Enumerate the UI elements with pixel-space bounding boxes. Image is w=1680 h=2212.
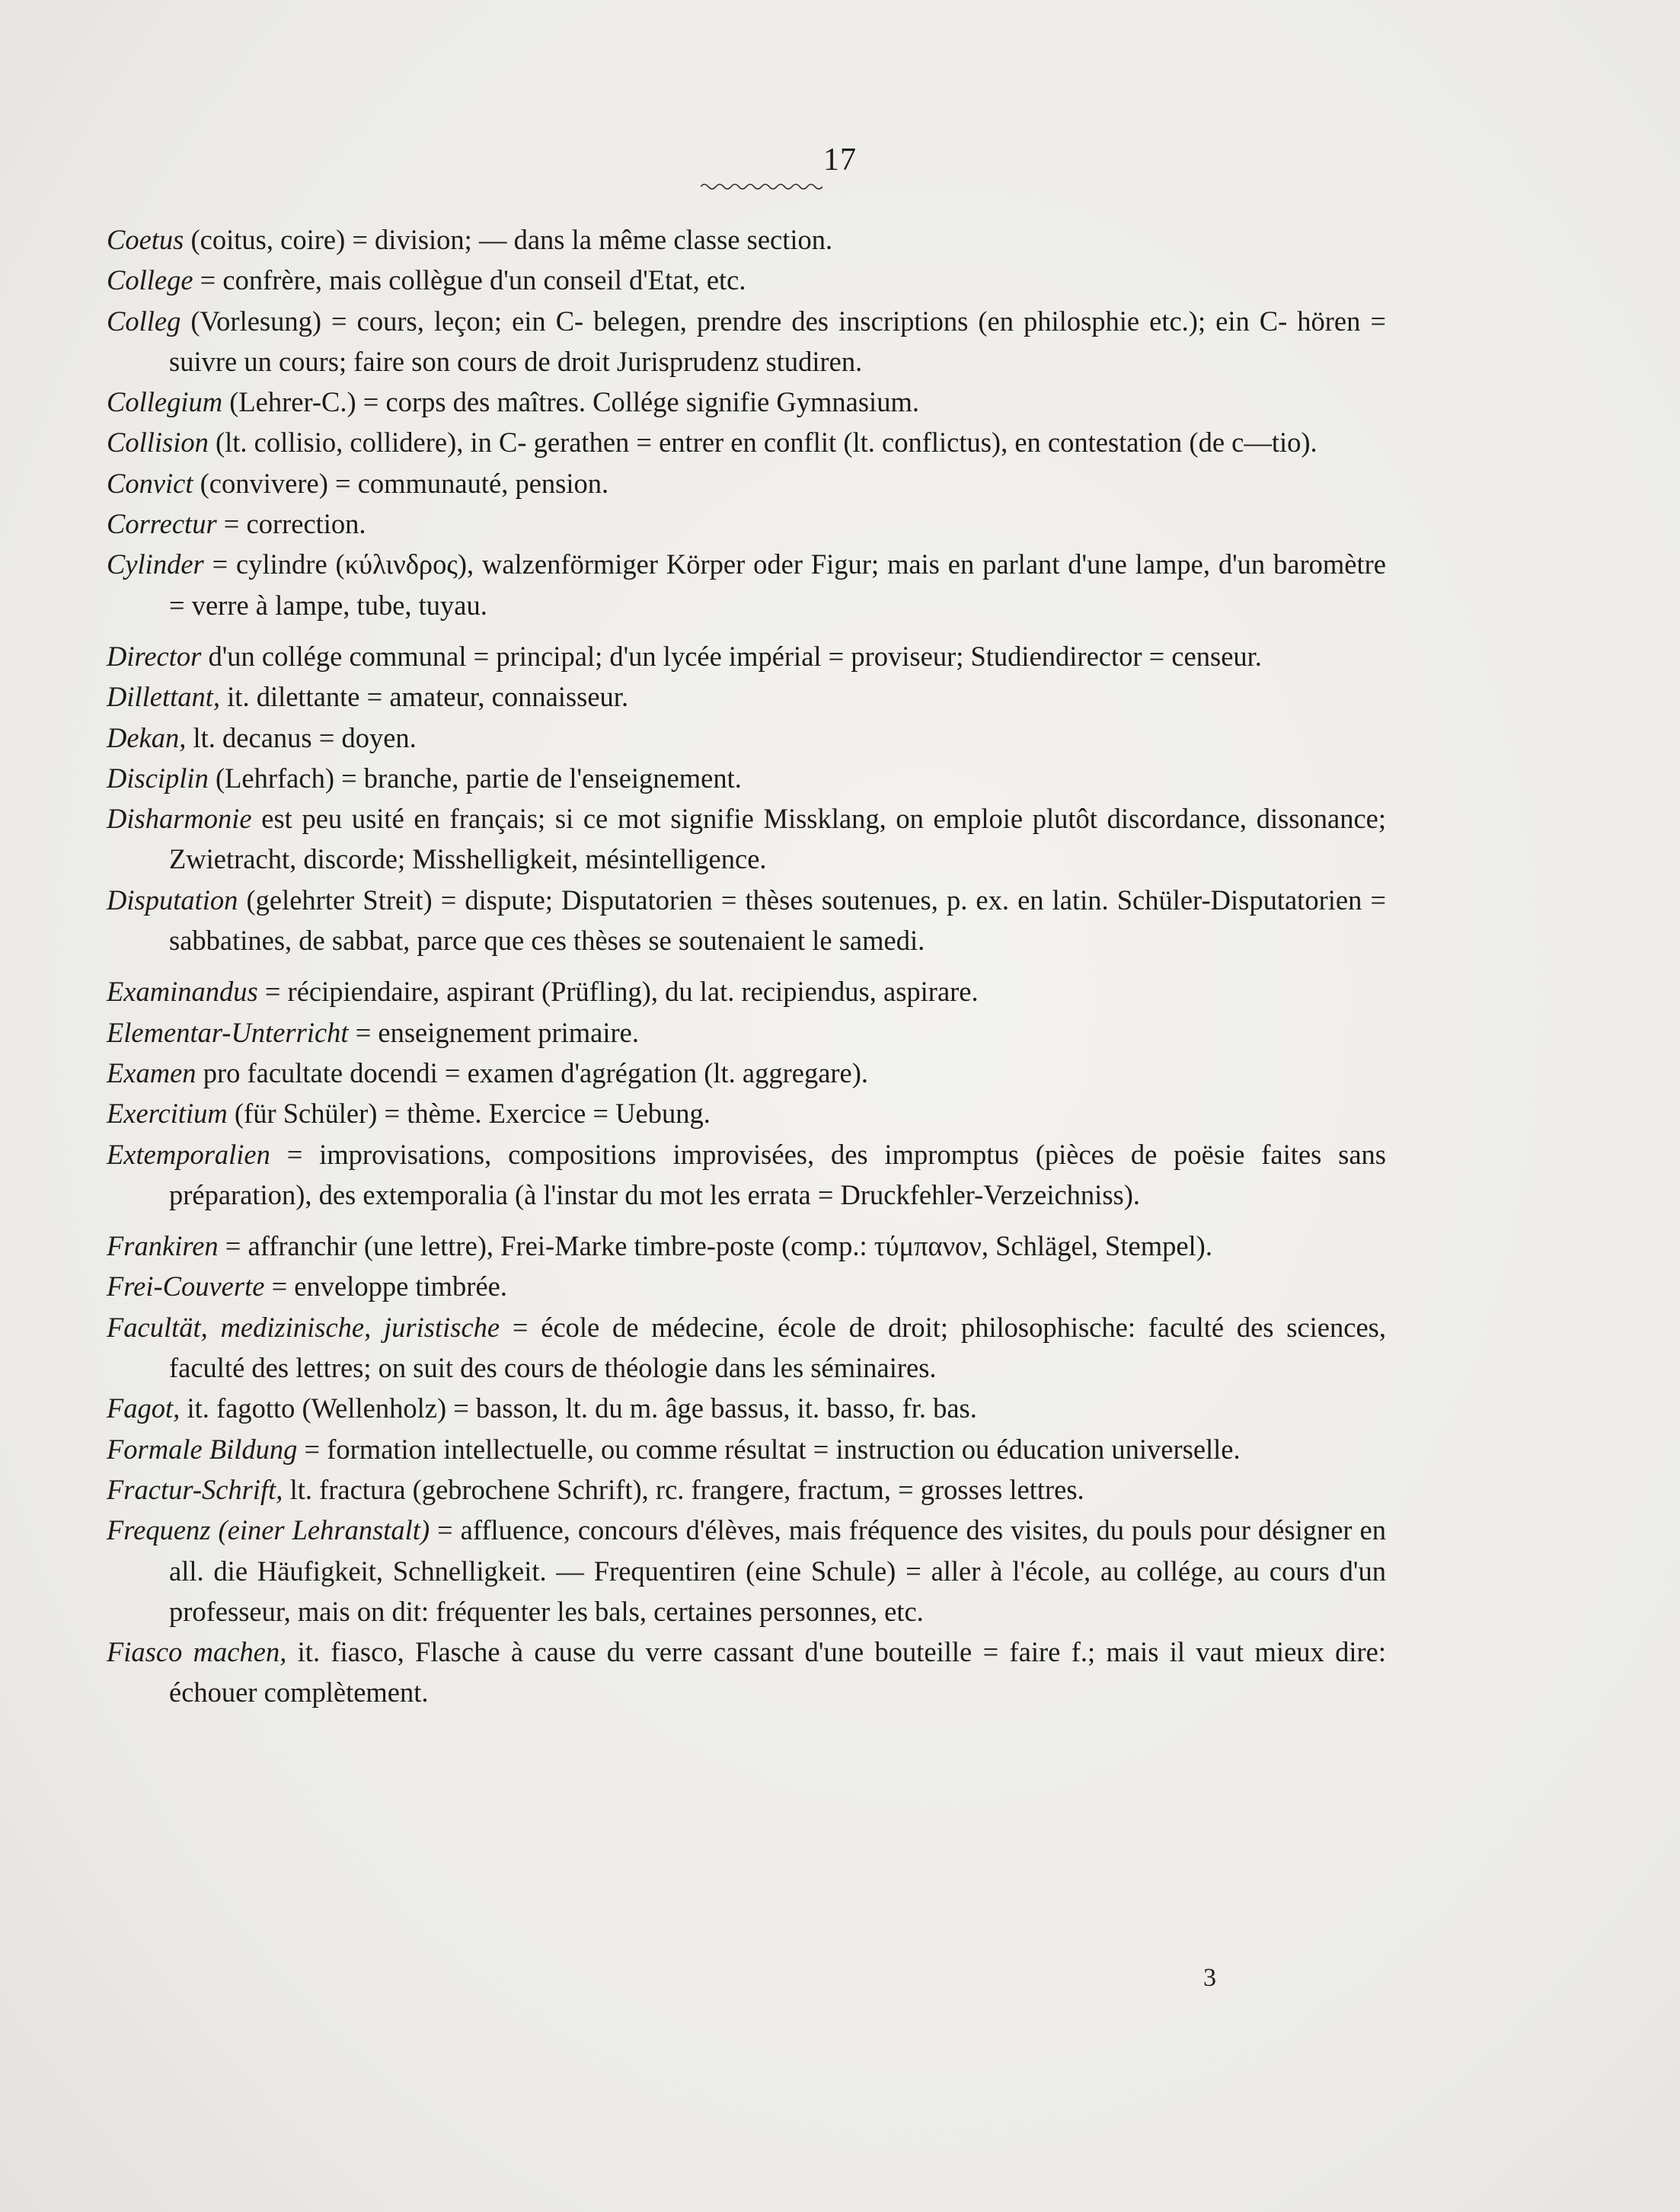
- dictionary-entry: [107, 758, 1386, 798]
- entry-headword: Exercitium: [107, 1098, 228, 1130]
- dictionary-entry: [107, 971, 1386, 1012]
- dictionary-entry: [107, 1093, 1386, 1133]
- entry-gap: [107, 1215, 1386, 1226]
- entry-headword: Disciplin: [107, 762, 209, 794]
- entry-headword: Director: [107, 640, 202, 672]
- entry-definition: it. fiasco, Flasche à cause du verre cassant d'une bouteille = faire f.; mais il vaut mieux dire: échouer complètement.: [169, 1636, 1386, 1709]
- dictionary-entry: [107, 260, 1386, 300]
- dictionary-entry: [107, 301, 1386, 382]
- dictionary-entries: [107, 219, 1386, 1713]
- entry-definition: lt. decanus = doyen.: [186, 721, 417, 753]
- entry-definition: (für Schüler) = thème. Exercice = Uebung.: [227, 1098, 711, 1130]
- dictionary-entry: [107, 880, 1386, 961]
- entry-definition: = école de médecine, école de droit; philosophische: faculté des sciences, faculté des lettres; on suit des cours de théologie dans les séminaires.: [169, 1311, 1386, 1384]
- entry-headword: Frei-Couverte: [107, 1271, 265, 1303]
- entry-headword: Colleg: [107, 305, 181, 337]
- entry-definition: = récipiendaire, aspirant (Prüfling), du lat. recipiendus, aspirare.: [257, 976, 979, 1008]
- dictionary-entry: [107, 422, 1386, 462]
- dictionary-entry: [107, 1469, 1386, 1510]
- entry-definition: = enveloppe timbrée.: [264, 1271, 507, 1303]
- entry-definition: (coitus, coire) = division; — dans la même classe section.: [184, 224, 833, 255]
- entry-definition: lt. fractura (gebrochene Schrift), rc. frangere, fractum, = grosses lettres.: [283, 1473, 1084, 1505]
- entry-definition: = cylindre (κύλινδρος), walzenförmiger Körper oder Figur; mais en parlant d'une lampe, d'un baromètre = verre à lampe, tube, tuyau.: [169, 548, 1386, 621]
- dictionary-entry: [107, 636, 1386, 676]
- entry-definition: = affluence, concours d'élèves, mais fréquence des visites, du pouls pour désigner en all. die Häufigkeit, Schnelligkeit. — Frequentiren (eine Schule) = aller à l'école, au collége, au cours d'un professeur, mais on dit: fréquenter les bals, certaines personnes, etc.: [169, 1514, 1387, 1627]
- entry-headword: Fiasco machen,: [107, 1636, 287, 1668]
- entry-headword: Extemporalien: [107, 1138, 270, 1170]
- dictionary-entry: [107, 463, 1386, 503]
- entry-headword: Dillettant,: [107, 681, 221, 713]
- page-number: 17: [823, 142, 857, 177]
- dictionary-entry: [107, 382, 1386, 422]
- entry-headword: Collision: [107, 427, 209, 459]
- entry-headword: College: [107, 264, 193, 296]
- entry-definition: = affranchir (une lettre), Frei-Marke timbre-poste (comp.: τύμπανον, Schlägel, Stempel).: [218, 1230, 1212, 1262]
- dictionary-entry: [107, 1632, 1386, 1713]
- entry-definition: it. fagotto (Wellenholz) = basson, lt. du m. âge bassus, it. basso, fr. bas.: [180, 1392, 977, 1424]
- dictionary-entry: [107, 798, 1386, 880]
- dictionary-entry: [107, 1429, 1386, 1469]
- entry-definition: = formation intellectuelle, ou comme résultat = instruction ou éducation universelle.: [297, 1433, 1241, 1465]
- entry-headword: Elementar-Unterricht: [107, 1016, 349, 1048]
- entry-headword: Disharmonie: [107, 803, 252, 835]
- entry-headword: Cylinder: [107, 548, 204, 580]
- entry-headword: Formale Bildung: [107, 1433, 298, 1465]
- entry-definition: (Lehrer-C.) = corps des maîtres. Collége signifie Gymnasium.: [222, 386, 919, 418]
- entry-definition: d'un collége communal = principal; d'un lycée impérial = proviseur; Studiendirector = censeur.: [201, 640, 1262, 672]
- dictionary-entry: [107, 1266, 1386, 1306]
- entry-headword: Convict: [107, 467, 193, 499]
- dictionary-entry: [107, 503, 1386, 544]
- entry-headword: Frankiren: [107, 1230, 219, 1262]
- dictionary-entry: [107, 1053, 1386, 1093]
- entry-definition: (gelehrter Streit) = dispute; Disputatorien = thèses soutenues, p. ex. en latin. Schüler-Disputatorien = sabbatines, de sabbat, parce que ces thèses se soutenaient le samedi.: [169, 884, 1386, 957]
- entry-headword: Facultät, medizinische, juristische: [107, 1311, 500, 1343]
- dictionary-entry: [107, 1134, 1386, 1216]
- entry-definition: est peu usité en français; si ce mot signifie Missklang, on emploie plutôt discordance, dissonance; Zwietracht, discorde; Misshelligkeit, mésintelligence.: [169, 803, 1386, 875]
- entry-headword: Fagot,: [107, 1392, 180, 1424]
- entry-definition: (lt. collisio, collidere), in C- gerathen = entrer en conflit (lt. conflictus), en contestation (de c—tio).: [208, 427, 1317, 459]
- entry-definition: = confrère, mais collègue d'un conseil d'Etat, etc.: [193, 264, 746, 296]
- dictionary-entry: [107, 718, 1386, 758]
- dictionary-entry: [107, 676, 1386, 717]
- entry-headword: Coetus: [107, 224, 184, 255]
- entry-headword: Fractur-Schrift,: [107, 1473, 283, 1505]
- entry-gap: [107, 961, 1386, 971]
- entry-gap: [107, 625, 1386, 636]
- dictionary-entry: [107, 219, 1386, 260]
- entry-definition: it. dilettante = amateur, connaisseur.: [220, 681, 629, 713]
- entry-definition: (Lehrfach) = branche, partie de l'enseignement.: [208, 762, 742, 794]
- entry-headword: Examinandus: [107, 976, 258, 1008]
- entry-headword: Examen: [107, 1056, 196, 1088]
- dictionary-entry: [107, 1388, 1386, 1428]
- ornament-divider: [701, 181, 822, 192]
- signature-mark: 3: [1203, 1964, 1216, 1992]
- entry-headword: Collegium: [107, 386, 223, 418]
- dictionary-entry: [107, 544, 1386, 625]
- entry-definition: pro facultate docendi = examen d'agrégation (lt. aggregare).: [196, 1056, 869, 1088]
- entry-headword: Correctur: [107, 508, 217, 540]
- entry-definition: (Vorlesung) = cours, leçon; ein C- belegen, prendre des inscriptions (en philosphie etc.); ein C- hören = suivre un cours; faire son cours de droit Jurisprudenz studiren.: [169, 305, 1386, 377]
- dictionary-entry: [107, 1012, 1386, 1053]
- dictionary-entry: [107, 1226, 1386, 1266]
- dictionary-entry: [107, 1510, 1386, 1632]
- entry-headword: Disputation: [107, 884, 238, 916]
- entry-headword: Frequenz (einer Lehranstalt): [107, 1514, 430, 1546]
- entry-headword: Dekan,: [107, 721, 187, 753]
- entry-definition: = enseignement primaire.: [348, 1016, 639, 1048]
- entry-definition: (convivere) = communauté, pension.: [193, 467, 609, 499]
- dictionary-entry: [107, 1307, 1386, 1389]
- entry-definition: = correction.: [216, 508, 366, 540]
- entry-definition: = improvisations, compositions improvisées, des impromptus (pièces de poësie faites sans préparation), des extemporalia (à l'instar du mot les errata = Druckfehler-Verzeichniss).: [169, 1138, 1386, 1210]
